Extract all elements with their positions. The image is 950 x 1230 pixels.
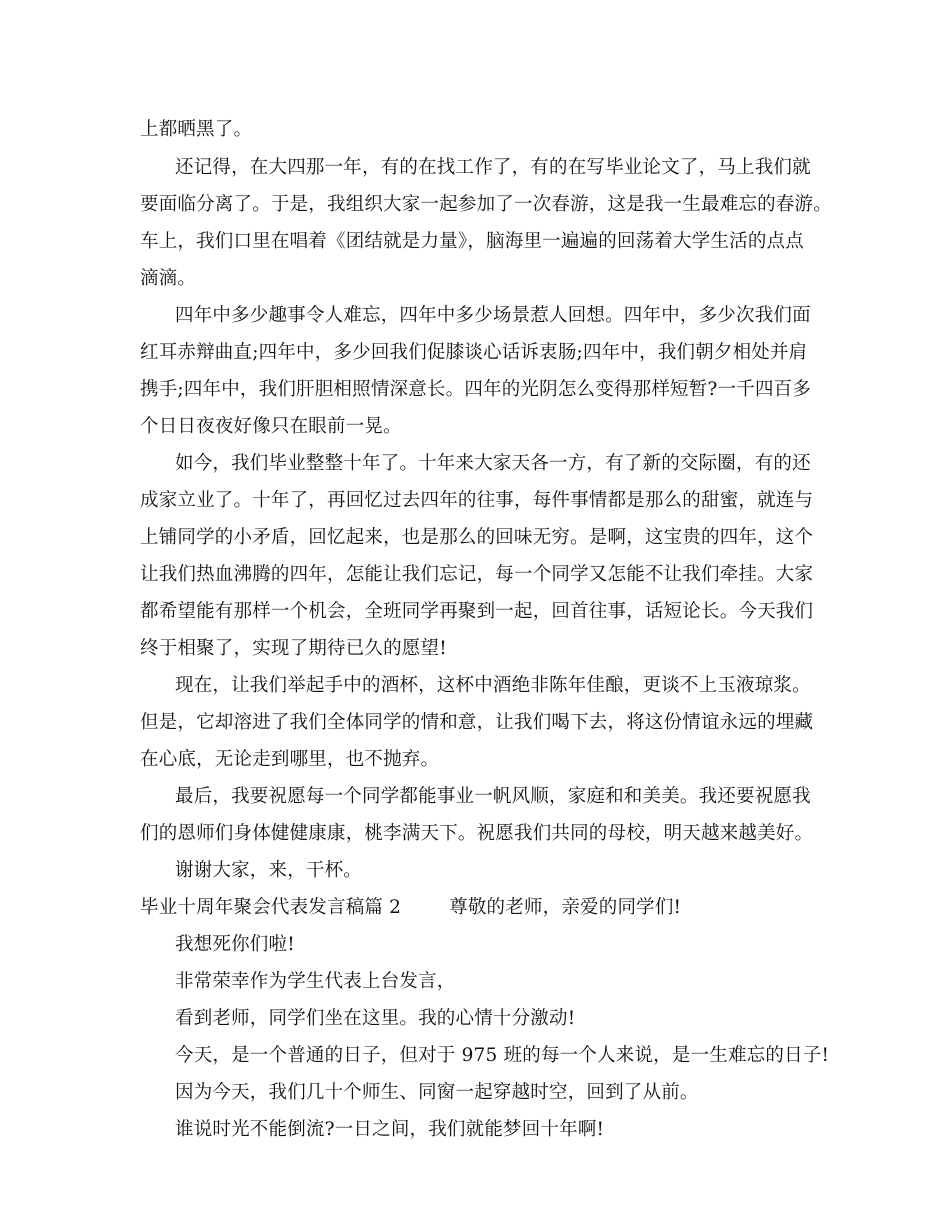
text-line: 要面临分离了。于是，我组织大家一起参加了一次春游，这是我一生最难忘的春游。 bbox=[140, 194, 832, 215]
text-line: 但是，它却溶进了我们全体同学的情和意，让我们喝下去，将这份情谊永远的埋藏 bbox=[140, 712, 814, 733]
paragraph-line: 今天，是一个普通的日子，但对于 975 班的每一个人来说，是一生难忘的日子! bbox=[175, 1045, 830, 1066]
paragraph-line: 看到老师，同学们坐在这里。我的心情十分激动! bbox=[175, 1008, 576, 1029]
section-heading-line bbox=[140, 896, 681, 920]
paragraph-first-line: 如今，我们毕业整整十年了。十年来大家天各一方，有了新的交际圈，有的还 bbox=[175, 453, 811, 474]
paragraph-line: 谁说时光不能倒流?一日之间，我们就能梦回十年啊! bbox=[175, 1119, 605, 1140]
paragraph-line: 非常荣幸作为学生代表上台发言， bbox=[175, 971, 456, 992]
text-line: 车上，我们口里在唱着《团结就是力量》，脑海里一遍遍的回荡着大学生活的点点 bbox=[140, 231, 804, 252]
paragraph-first-line: 现在，让我们举起手中的酒杯，这杯中酒绝非陈年佳酿，更谈不上玉液琼浆。 bbox=[175, 675, 811, 696]
text-line: 都希望能有那样一个机会，全班同学再聚到一起，回首往事，话短论长。今天我们 bbox=[140, 601, 814, 622]
text-line: 终于相聚了，实现了期待已久的愿望! bbox=[140, 638, 447, 659]
text-line: 在心底，无论走到哪里，也不抛弃。 bbox=[140, 749, 440, 770]
paragraph-line: 因为今天，我们几十个师生、同窗一起穿越时空，回到了从前。 bbox=[175, 1082, 699, 1103]
text-line: 成家立业了。十年了，再回忆过去四年的往事，每件事情都是那么的甜蜜，就连与 bbox=[140, 490, 814, 511]
text-line: 红耳赤辩曲直;四年中，多少回我们促膝谈心话诉衷肠;四年中，我们朝夕相处并肩 bbox=[140, 342, 808, 363]
section-title: 毕业十周年聚会代表发言稿篇 2 bbox=[140, 897, 402, 918]
text-line: 上都晒黑了。 bbox=[140, 119, 253, 140]
paragraph-first-line: 最后，我要祝愿每一个同学都能事业一帆风顺，家庭和和美美。我还要祝愿我 bbox=[175, 786, 811, 807]
text-line: 上铺同学的小矛盾，回忆起来，也是那么的回味无穷。是啊，这宝贵的四年，这个 bbox=[140, 527, 814, 548]
text-line: 携手;四年中，我们肝胆相照情深意长。四年的光阴怎么变得那样短暂?一千四百多 bbox=[140, 379, 812, 400]
text-line: 们的恩师们身体健健康康，桃李满天下。祝愿我们共同的母校，明天越来越美好。 bbox=[140, 823, 814, 844]
paragraph-first-line: 四年中多少趣事令人难忘，四年中多少场景惹人回想。四年中，多少次我们面 bbox=[175, 305, 811, 326]
paragraph-first-line: 还记得，在大四那一年，有的在找工作了，有的在写毕业论文了，马上我们就 bbox=[175, 157, 811, 178]
paragraph-line: 我想死你们啦! bbox=[175, 934, 295, 955]
paragraph-first-line: 谢谢大家，来，干杯。 bbox=[175, 860, 363, 881]
text-line: 个日日夜夜好像只在眼前一晃。 bbox=[140, 416, 402, 437]
text-line: 滴滴。 bbox=[140, 268, 197, 289]
greeting: 尊敬的老师，亲爱的同学们! bbox=[449, 897, 682, 918]
text-line: 让我们热血沸腾的四年，怎能让我们忘记，每一个同学又怎能不让我们牵挂。大家 bbox=[140, 564, 814, 585]
